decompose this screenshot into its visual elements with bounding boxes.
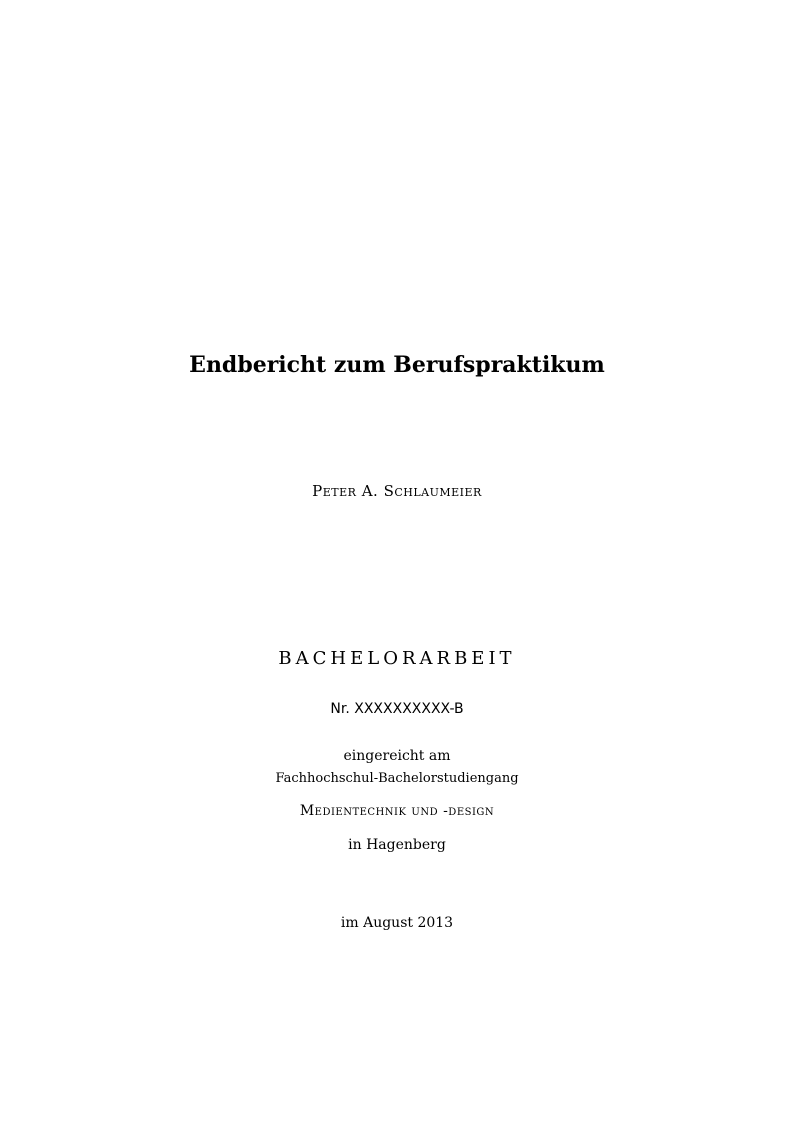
thesis-number: Nr. XXXXXXXXXX-B bbox=[330, 701, 464, 717]
study-major: Medientechnik und -design bbox=[299, 803, 495, 819]
place: in Hagenberg bbox=[348, 837, 446, 853]
submitted-label: eingereicht am bbox=[343, 748, 451, 764]
author-name: Peter A. Schlaumeier bbox=[312, 482, 482, 500]
document-title: Endbericht zum Berufspraktikum bbox=[189, 352, 605, 378]
thesis-type: BACHELORARBEIT bbox=[278, 648, 516, 669]
submission-date: im August 2013 bbox=[340, 915, 454, 931]
study-program: Fachhochschul-Bachelorstudiengang bbox=[275, 771, 519, 786]
